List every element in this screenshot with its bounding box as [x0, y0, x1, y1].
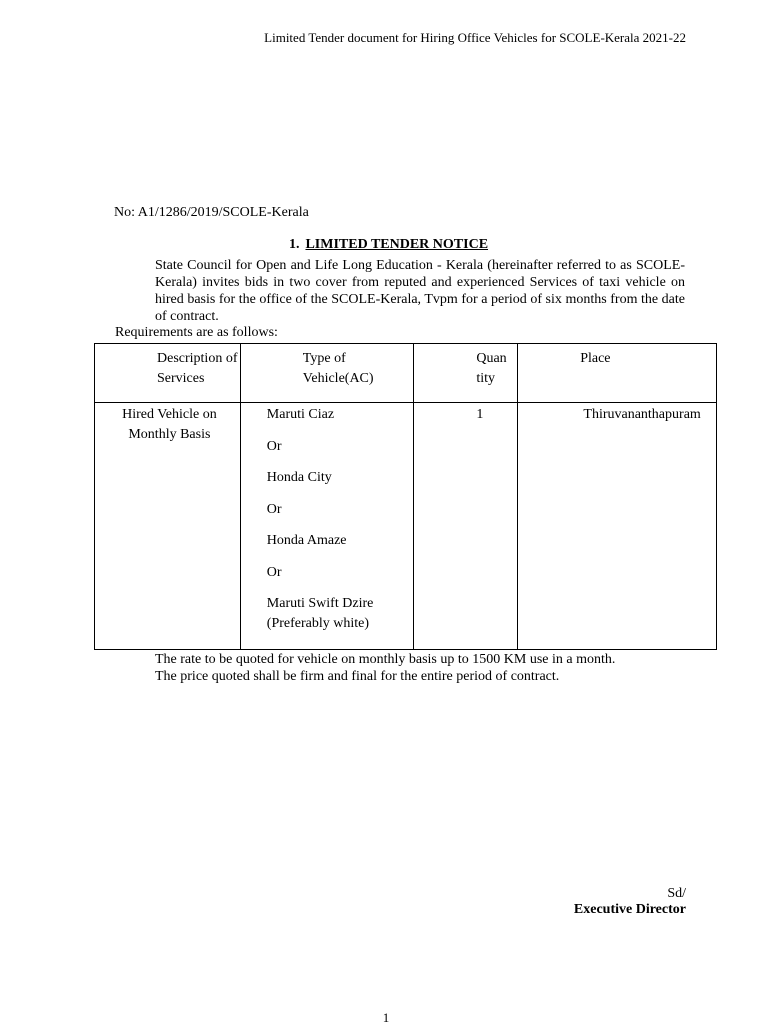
signature-block — [0, 886, 686, 918]
column-header: Type of Vehicle(AC) — [302, 351, 374, 386]
rate-note: The rate to be quoted for vehicle on monthly basis up to 1500 KM use in a month. — [155, 652, 616, 667]
header-cell-quantity — [414, 344, 518, 403]
running-header: Limited Tender document for Hiring Office Vehicles for SCOLE-Kerala 2021-22 — [264, 30, 686, 45]
header-cell-place — [518, 344, 717, 403]
header-cell-description — [95, 344, 241, 403]
section-number: 1. — [288, 237, 300, 252]
service-description: Hired Vehicle on Monthly Basis — [122, 407, 217, 442]
price-note: The price quoted shall be firm and final for the entire period of contract. — [155, 669, 560, 684]
table-header-row — [95, 344, 717, 403]
vehicle-separator: Or — [266, 501, 282, 517]
vehicle-option: Honda City — [266, 470, 332, 485]
vehicle-separator: Or — [266, 564, 282, 580]
page-number: 1 — [382, 1010, 390, 1025]
vehicle-option: Maruti Ciaz — [266, 407, 335, 422]
column-header: Place — [580, 351, 611, 366]
signatory-designation: Executive Director — [573, 902, 686, 917]
cell-description — [95, 403, 241, 650]
cell-place — [518, 403, 717, 650]
section-heading — [0, 237, 770, 253]
column-header: Description of Services — [157, 351, 238, 386]
cell-vehicle-types — [240, 403, 414, 650]
intro-paragraph: State Council for Open and Life Long Education - Kerala (hereinafter referred to as SCOLE-Kerala) invites bids in two cover from reputed and experienced Services of taxi vehicle on hired basis for the office of the SCOLE-Kerala, Tvpm for a period of six months from the date of contract. — [155, 258, 685, 324]
header-cell-vehicle-type — [240, 344, 414, 403]
vehicle-options — [241, 403, 414, 633]
requirements-label: Requirements are as follows: — [115, 325, 278, 340]
signature-sd: Sd/ — [667, 886, 686, 901]
place-value: Thiruvananthapuram — [583, 407, 701, 422]
rate-notes — [155, 651, 695, 685]
vehicle-option: Maruti Swift Dzire (Preferably white) — [266, 596, 374, 631]
reference-number: No: A1/1286/2019/SCOLE-Kerala — [114, 205, 309, 220]
requirements-table — [94, 343, 717, 650]
cell-quantity — [414, 403, 518, 650]
column-header: Quan tity — [476, 351, 507, 386]
table-row — [95, 403, 717, 650]
vehicle-separator: Or — [266, 438, 282, 454]
vehicle-option: Honda Amaze — [266, 533, 347, 548]
quantity-value: 1 — [476, 407, 484, 422]
section-title: LIMITED TENDER NOTICE — [305, 237, 489, 252]
